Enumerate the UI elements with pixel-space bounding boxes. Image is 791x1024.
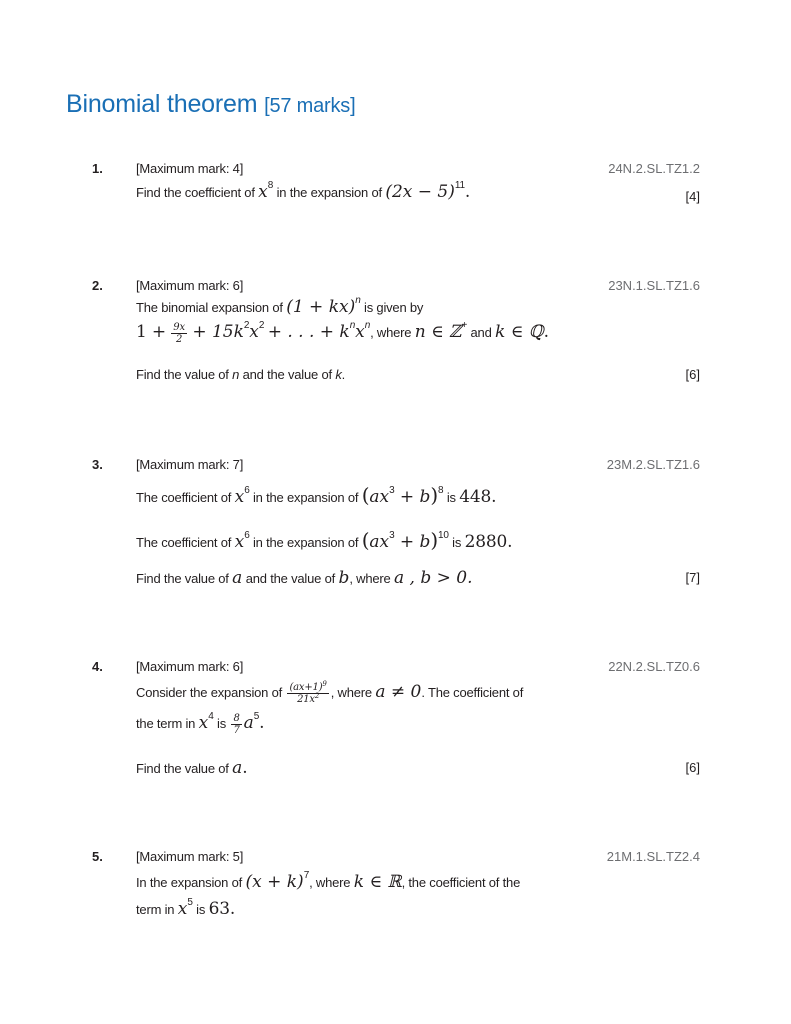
page-title [66,90,355,119]
question-text-line-1: The binomial expansion of (1 + kx)$^n$ is given by [136,295,424,317]
question-text-line-1: Consider the expansion of $\frac{(ax+1)^9}{21x^2}$ , where a ≠ 0. The coefficient of [136,680,524,706]
question-number: 5. [92,849,103,864]
question-text-line-1: In the expansion of $(x + k)^7$, where k ∈ ℝ, the coefficient of the [136,870,521,892]
question-text-line-2: The coefficient of $x^6$ in the expansion of $(ax^3 + b)^{10}$ is 2880. [136,528,513,552]
max-mark: [Maximum mark: 6] [136,659,244,674]
question-instruction: Find the value of n and the value of k. [136,367,346,382]
question-code: 21M.1.SL.TZ2.4 [606,849,700,864]
question-code: 23N.1.SL.TZ1.6 [608,278,700,293]
question-text-line-1: The coefficient of $x^6$ in the expansion of $(ax^3 + b)^8$ is 448. [136,483,497,507]
question-number: 4. [92,659,103,674]
fraction: $\frac{8}{7}$ [233,713,240,737]
question-code: 23M.2.SL.TZ1.6 [606,457,700,472]
title-main: Binomial theorem [66,90,258,118]
question-code: 22N.2.SL.TZ0.6 [608,659,700,674]
question-mark: [7] [685,570,700,585]
question-instruction: Find the value of a and the value of b, where a , b > 0. [136,568,473,588]
question-mark: [6] [685,367,700,382]
question-number: 2. [92,278,103,293]
question-mark: [6] [685,760,700,775]
max-mark: [Maximum mark: 7] [136,457,244,472]
question-mark: [4] [685,189,700,204]
question-number: 1. [92,161,103,176]
fraction: $\frac{(ax+1)^9}{21x^2}$ [289,680,327,706]
question-code: 24N.2.SL.TZ1.2 [608,161,700,176]
question-instruction: Find the value of a. [136,758,248,778]
question-text-line-2: 1 + $\frac{9x}{2}$ + $15k^2x^2$ + . . . + $k^nx^n$, where n ∈ ℤ+ and k ∈ ℚ. [136,320,549,346]
max-mark: [Maximum mark: 5] [136,849,244,864]
question-text-line-2: term in $x^5$ is 63. [136,897,236,919]
max-mark: [Maximum mark: 6] [136,278,244,293]
title-marks: [57 marks] [264,95,356,117]
question-number: 3. [92,457,103,472]
question-text-line-2: the term in $x^4$ is $\frac{8}{7}$ $a^5$. [136,711,265,737]
fraction: $\frac{9x}{2}$ [173,322,185,346]
question-text: Find the coefficient of $x^8$ in the expansion of $(2x - 5)^{11}$. [136,180,471,202]
max-mark: [Maximum mark: 4] [136,161,244,176]
